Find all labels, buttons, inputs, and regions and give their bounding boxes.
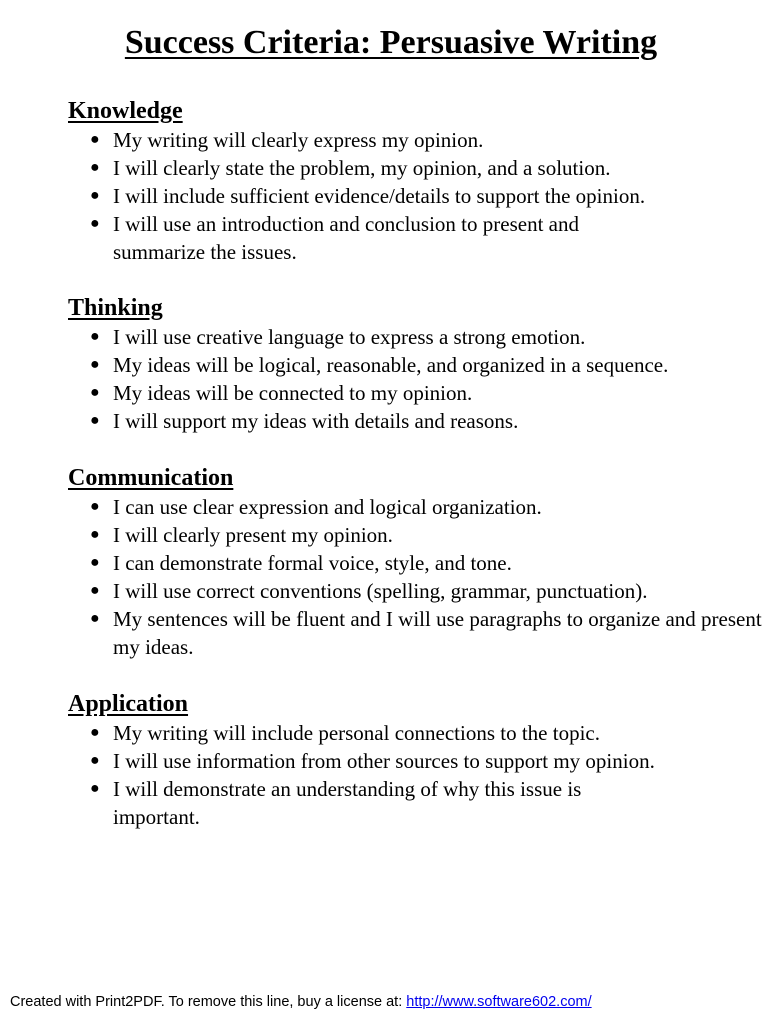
- item-text: I will clearly state the problem, my opinion, and a solution.: [113, 156, 611, 180]
- bullet-icon: ●: [90, 328, 100, 345]
- section-application: [68, 690, 763, 831]
- list-item: [68, 351, 763, 379]
- item-text: I can use clear expression and logical organization.: [113, 495, 542, 519]
- license-link[interactable]: http://www.software602.com/: [406, 994, 592, 1010]
- footer-notice: [10, 994, 592, 1010]
- bullet-icon: ●: [90, 554, 100, 571]
- list-item: [68, 407, 763, 435]
- item-text: I will use correct conventions (spelling, grammar, punctuation).: [113, 579, 648, 603]
- list-item: [68, 323, 763, 351]
- section-knowledge: [68, 97, 763, 266]
- bullet-icon: ●: [90, 215, 100, 232]
- bullet-icon: ●: [90, 526, 100, 543]
- page-title: Success Criteria: Persuasive Writing: [124, 24, 658, 61]
- bullet-icon: ●: [90, 187, 100, 204]
- list-item: [68, 747, 763, 775]
- bullet-icon: ●: [90, 412, 100, 429]
- criteria-list: [68, 493, 763, 661]
- list-item: [68, 719, 763, 747]
- bullet-icon: ●: [90, 724, 100, 741]
- item-text: I will support my ideas with details and reasons.: [113, 409, 519, 433]
- section-heading: Communication: [68, 465, 234, 491]
- list-item: [68, 605, 763, 661]
- item-text: I will use creative language to express a strong emotion.: [113, 325, 586, 349]
- item-text: I will use an introduction and conclusion to present and summarize the issues.: [113, 212, 579, 264]
- bullet-icon: ●: [90, 384, 100, 401]
- list-item: [68, 577, 763, 605]
- item-text: I will include sufficient evidence/details to support the opinion.: [113, 184, 646, 208]
- bullet-icon: ●: [90, 159, 100, 176]
- list-item: [68, 210, 623, 266]
- bullet-icon: ●: [90, 498, 100, 515]
- item-text: My sentences will be fluent and I will use paragraphs to organize and present my ideas.: [113, 607, 762, 659]
- criteria-list: [68, 323, 763, 435]
- item-text: My ideas will be connected to my opinion.: [113, 381, 473, 405]
- section-thinking: [68, 294, 763, 435]
- section-heading: Knowledge: [68, 98, 183, 124]
- item-text: I will clearly present my opinion.: [113, 523, 393, 547]
- item-text: My writing will clearly express my opinion.: [113, 128, 484, 152]
- bullet-icon: ●: [90, 780, 100, 797]
- bullet-icon: ●: [90, 582, 100, 599]
- criteria-list: [68, 126, 763, 266]
- section-heading: Application: [68, 691, 189, 717]
- list-item: [68, 775, 623, 831]
- bullet-icon: ●: [90, 610, 100, 627]
- item-text: My ideas will be logical, reasonable, and organized in a sequence.: [113, 353, 669, 377]
- list-item: [68, 182, 763, 210]
- criteria-list: [68, 719, 763, 831]
- footer-text: Created with Print2PDF. To remove this line, buy a license at:: [10, 994, 407, 1010]
- bullet-icon: ●: [90, 752, 100, 769]
- item-text: I can demonstrate formal voice, style, and tone.: [113, 551, 512, 575]
- list-item: [68, 521, 763, 549]
- section-communication: [68, 464, 763, 661]
- list-item: [68, 493, 763, 521]
- item-text: My writing will include personal connections to the topic.: [113, 721, 600, 745]
- bullet-icon: ●: [90, 131, 100, 148]
- section-heading: Thinking: [68, 295, 163, 321]
- item-text: I will demonstrate an understanding of why this issue is important.: [113, 777, 582, 829]
- list-item: [68, 549, 763, 577]
- item-text: I will use information from other sources to support my opinion.: [113, 749, 655, 773]
- bullet-icon: ●: [90, 356, 100, 373]
- list-item: [68, 379, 763, 407]
- list-item: [68, 154, 763, 182]
- list-item: [68, 126, 763, 154]
